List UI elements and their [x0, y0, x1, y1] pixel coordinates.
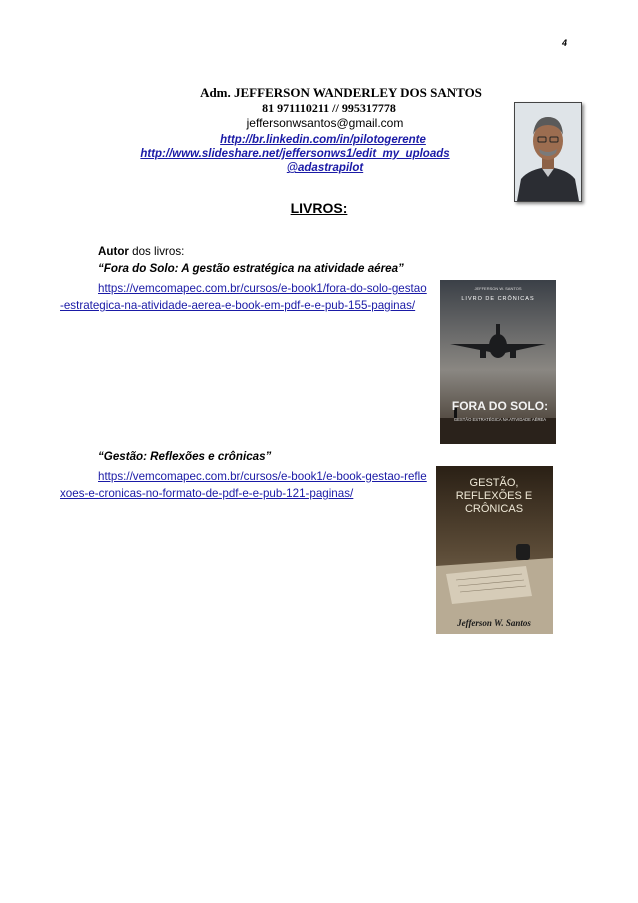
book-url-block — [60, 280, 430, 314]
intro-line — [98, 243, 184, 260]
cover-subtitle-text: GESTÃO ESTRATÉGICA NA ATIVIDADE AÉREA — [453, 417, 547, 422]
linkedin-link[interactable]: http://br.linkedin.com/in/pilotogerente — [220, 134, 426, 146]
cover-title-line3: CRÔNICAS — [464, 503, 524, 515]
book-title: “Gestão: Reflexões e crônicas” — [98, 450, 272, 463]
book-url-link[interactable]: https://vemcomapec.com.br/cursos/e-book1/fora-do-solo-gestao-estrategica-na-atividade-aerea-e-book-em-pdf-e-e-pub-155-paginas/ — [60, 282, 427, 312]
cover-title-line2: REFLEXÕES E — [455, 490, 533, 502]
book-title: “Fora do Solo: A gestão estratégica na atividade aérea” — [98, 262, 404, 275]
book-url-block — [60, 468, 430, 502]
email-address: jeffersonwsantos@gmail.com — [246, 116, 404, 130]
cover-title-text: FORA DO SOLO: — [451, 399, 549, 413]
author-photo — [514, 102, 582, 202]
book-cover — [436, 466, 553, 634]
intro-bold: Autor — [98, 245, 129, 258]
intro-rest: dos livros: — [128, 245, 185, 258]
twitter-handle-link[interactable]: @adastrapilot — [286, 162, 364, 174]
cover-title-line1: GESTÃO, — [469, 477, 519, 489]
cover-author-signature: Jefferson W. Santos — [457, 618, 531, 628]
author-name: Adm. JEFFERSON WANDERLEY DOS SANTOS — [200, 85, 482, 100]
section-title: LIVROS: — [290, 200, 348, 216]
page-number: 4 — [562, 38, 568, 48]
cover-author-text: JEFFERSON W. SANTOS — [474, 286, 522, 291]
book-cover — [440, 280, 556, 444]
phone-numbers: 81 971110211 // 995317778 — [262, 101, 396, 115]
cover-series-text: LIVRO DE CRÔNICAS — [461, 296, 535, 302]
book-url-link[interactable]: https://vemcomapec.com.br/cursos/e-book1/e-book-gestao-reflexoes-e-cronicas-no-formato-de-pdf-e-e-pub-121-paginas/ — [60, 470, 427, 500]
slideshare-link[interactable]: http://www.slideshare.net/jeffersonws1/edit_my_uploads — [140, 148, 450, 160]
